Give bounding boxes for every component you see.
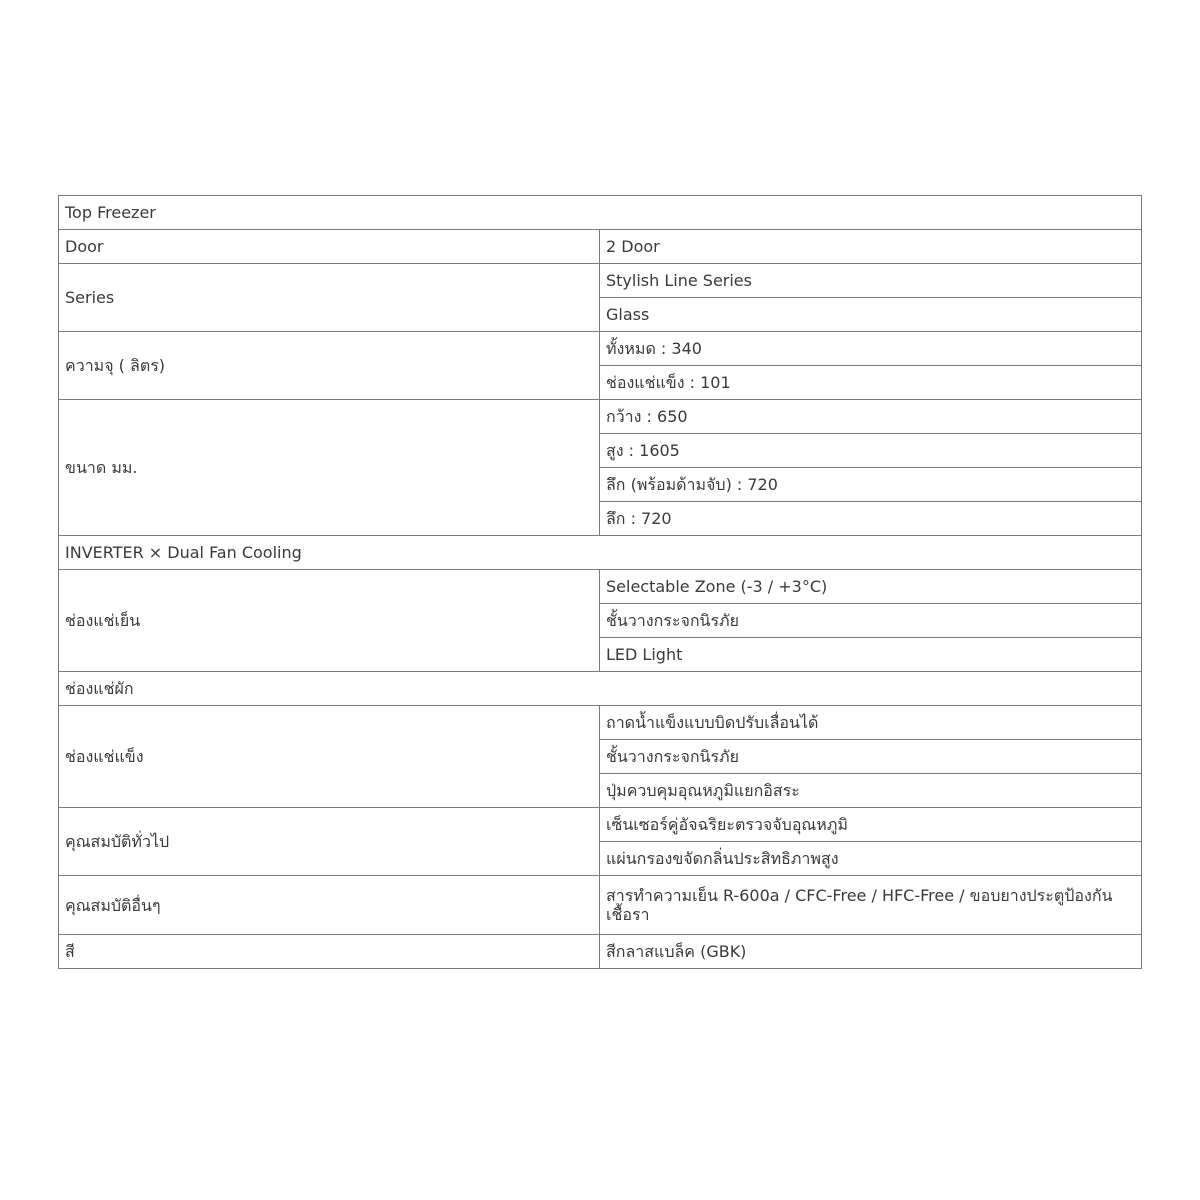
dimensions-value: สูง : 1605 <box>600 434 1142 468</box>
table-row <box>59 332 1142 366</box>
freezer-value: ชั้นวางกระจกนิรภัย <box>600 740 1142 774</box>
capacity-value: ทั้งหมด : 340 <box>600 332 1142 366</box>
fridge-value: Selectable Zone (-3 / +3°C) <box>600 570 1142 604</box>
table-row <box>59 808 1142 842</box>
spec-table <box>58 195 1142 969</box>
color-label: สี <box>59 935 600 969</box>
general-label: คุณสมบัติทั่วไป <box>59 808 600 876</box>
fridge-value: ชั้นวางกระจกนิรภัย <box>600 604 1142 638</box>
dimensions-value: ลึก : 720 <box>600 502 1142 536</box>
table-row <box>59 706 1142 740</box>
table-row <box>59 264 1142 298</box>
table-row <box>59 230 1142 264</box>
table-row <box>59 935 1142 969</box>
color-value: สีกลาสแบล็ค (GBK) <box>600 935 1142 969</box>
section-title: Top Freezer <box>59 196 1142 230</box>
freezer-value: ถาดน้ำแข็งแบบบิดปรับเลื่อนได้ <box>600 706 1142 740</box>
table-row <box>59 400 1142 434</box>
table-row <box>59 876 1142 935</box>
series-value: Glass <box>600 298 1142 332</box>
table-row <box>59 672 1142 706</box>
dimensions-value: กว้าง : 650 <box>600 400 1142 434</box>
other-value: สารทำความเย็น R-600a / CFC-Free / HFC-Free / ขอบยางประตูป้องกันเชื้อรา <box>600 876 1142 935</box>
dimensions-value: ลึก (พร้อมด้ามจับ) : 720 <box>600 468 1142 502</box>
freezer-value: ปุ่มควบคุมอุณหภูมิแยกอิสระ <box>600 774 1142 808</box>
door-value: 2 Door <box>600 230 1142 264</box>
freezer-label: ช่องแช่แข็ง <box>59 706 600 808</box>
dimensions-label: ขนาด มม. <box>59 400 600 536</box>
capacity-label: ความจุ ( ลิตร) <box>59 332 600 400</box>
series-label: Series <box>59 264 600 332</box>
series-value: Stylish Line Series <box>600 264 1142 298</box>
door-label: Door <box>59 230 600 264</box>
other-label: คุณสมบัติอื่นๆ <box>59 876 600 935</box>
table-row <box>59 536 1142 570</box>
fridge-value: LED Light <box>600 638 1142 672</box>
vegetable-heading: ช่องแช่ผัก <box>59 672 1142 706</box>
table-row <box>59 570 1142 604</box>
capacity-value: ช่องแช่แข็ง : 101 <box>600 366 1142 400</box>
fridge-label: ช่องแช่เย็น <box>59 570 600 672</box>
general-value: เซ็นเซอร์คู่อัจฉริยะตรวจจับอุณหภูมิ <box>600 808 1142 842</box>
table-row <box>59 196 1142 230</box>
inverter-heading: INVERTER × Dual Fan Cooling <box>59 536 1142 570</box>
general-value: แผ่นกรองขจัดกลิ่นประสิทธิภาพสูง <box>600 842 1142 876</box>
